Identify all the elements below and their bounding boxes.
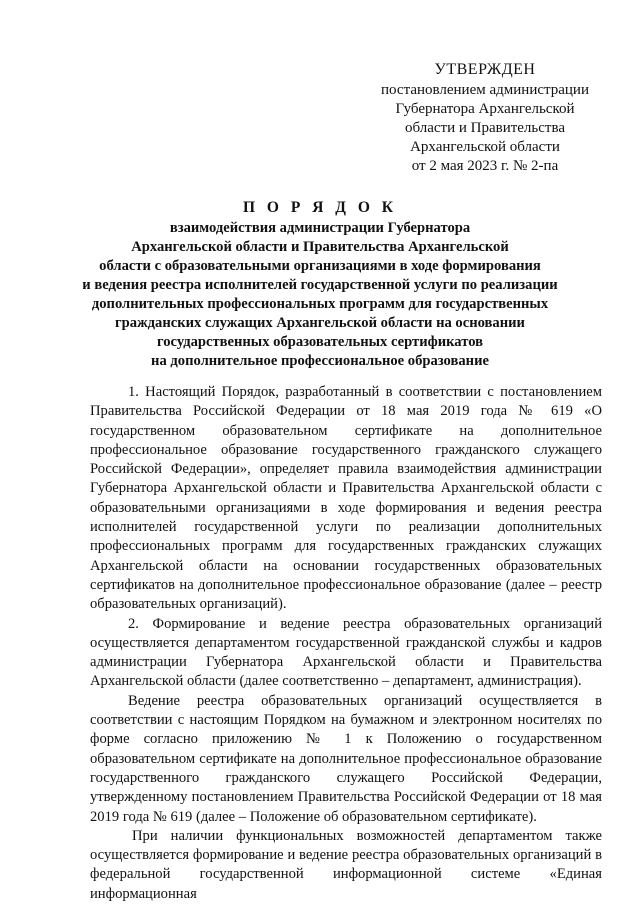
- paragraph-1: 1. Настоящий Порядок, разработанный в соответствии с постановлением Правительства Российской Федерации от 18 мая 2019 года № 619 «О государственном образовательном сертификате на дополнительное профессиональное образование государственного гражданского служащего Российской Федерации», определяет правила взаимодействия администрации Губернатора Архангельской области и Правительства Архангельской области с образовательными организациями в ходе формирования и ведения реестра исполнителей государственной услуги по реализации дополнительных профессиональных программ для государственных гражданских служащих Архангельской области на основании государственных образовательных сертификатов на дополнительное профессиональное образование (далее – реестр образовательных организаций).: [90, 384, 602, 613]
- approval-line: от 2 мая 2023 г. № 2-па: [411, 158, 559, 174]
- title-line: на дополнительное профессиональное образование: [151, 353, 489, 369]
- paragraph-2: 2. Формирование и ведение реестра образовательных организаций осуществляется департаментом государственной гражданской службы и кадров администрации Губернатора Архангельской области и Правительства Архангельской области (далее соответственно – департамент, администрация).: [90, 615, 602, 690]
- title-line: и ведения реестра исполнителей государственной услуги по реализации: [82, 277, 558, 293]
- paragraph-3: Ведение реестра образовательных организаций осуществляется в соответствии с настоящим Порядком на бумажном и электронном носителях по форме согласно приложению № 1 к Положению о государственном образовательном сертификате на дополнительное профессиональное образование государственного гражданского служащего Российской Федерации, утвержденному постановлением Правительства Российской Федерации от 18 мая 2019 года № 619 (далее – Положение об образовательном сертификате).: [90, 692, 602, 825]
- title-line: дополнительных профессиональных программ для государственных: [91, 296, 549, 312]
- document-title: [60, 198, 580, 371]
- title-line: гражданских служащих Архангельской области на основании: [115, 315, 525, 331]
- title-line: государственных образовательных сертификатов: [156, 334, 484, 350]
- title-line: области с образовательными организациями в ходе формирования: [99, 258, 541, 274]
- approval-line: Губернатора Архангельской: [395, 101, 575, 117]
- title-word: П О Р Я Д О К: [243, 199, 397, 216]
- approval-line: области и Правительства: [404, 120, 566, 136]
- document-body: [90, 383, 602, 904]
- paragraph-4: При наличии функциональных возможностей департаментом также осуществляется формирование и ведение реестра образовательных организаций в федеральной государственной информационной системе «Единая информационная: [90, 827, 602, 902]
- approval-heading: УТВЕРЖДЕН: [434, 61, 536, 78]
- approval-line: постановлением администрации: [381, 82, 589, 98]
- title-line: Архангельской области и Правительства Архангельской: [131, 239, 509, 255]
- title-line: взаимодействия администрации Губернатора: [169, 220, 471, 236]
- approval-line: Архангельской области: [410, 139, 560, 155]
- approval-stamp: [375, 60, 595, 176]
